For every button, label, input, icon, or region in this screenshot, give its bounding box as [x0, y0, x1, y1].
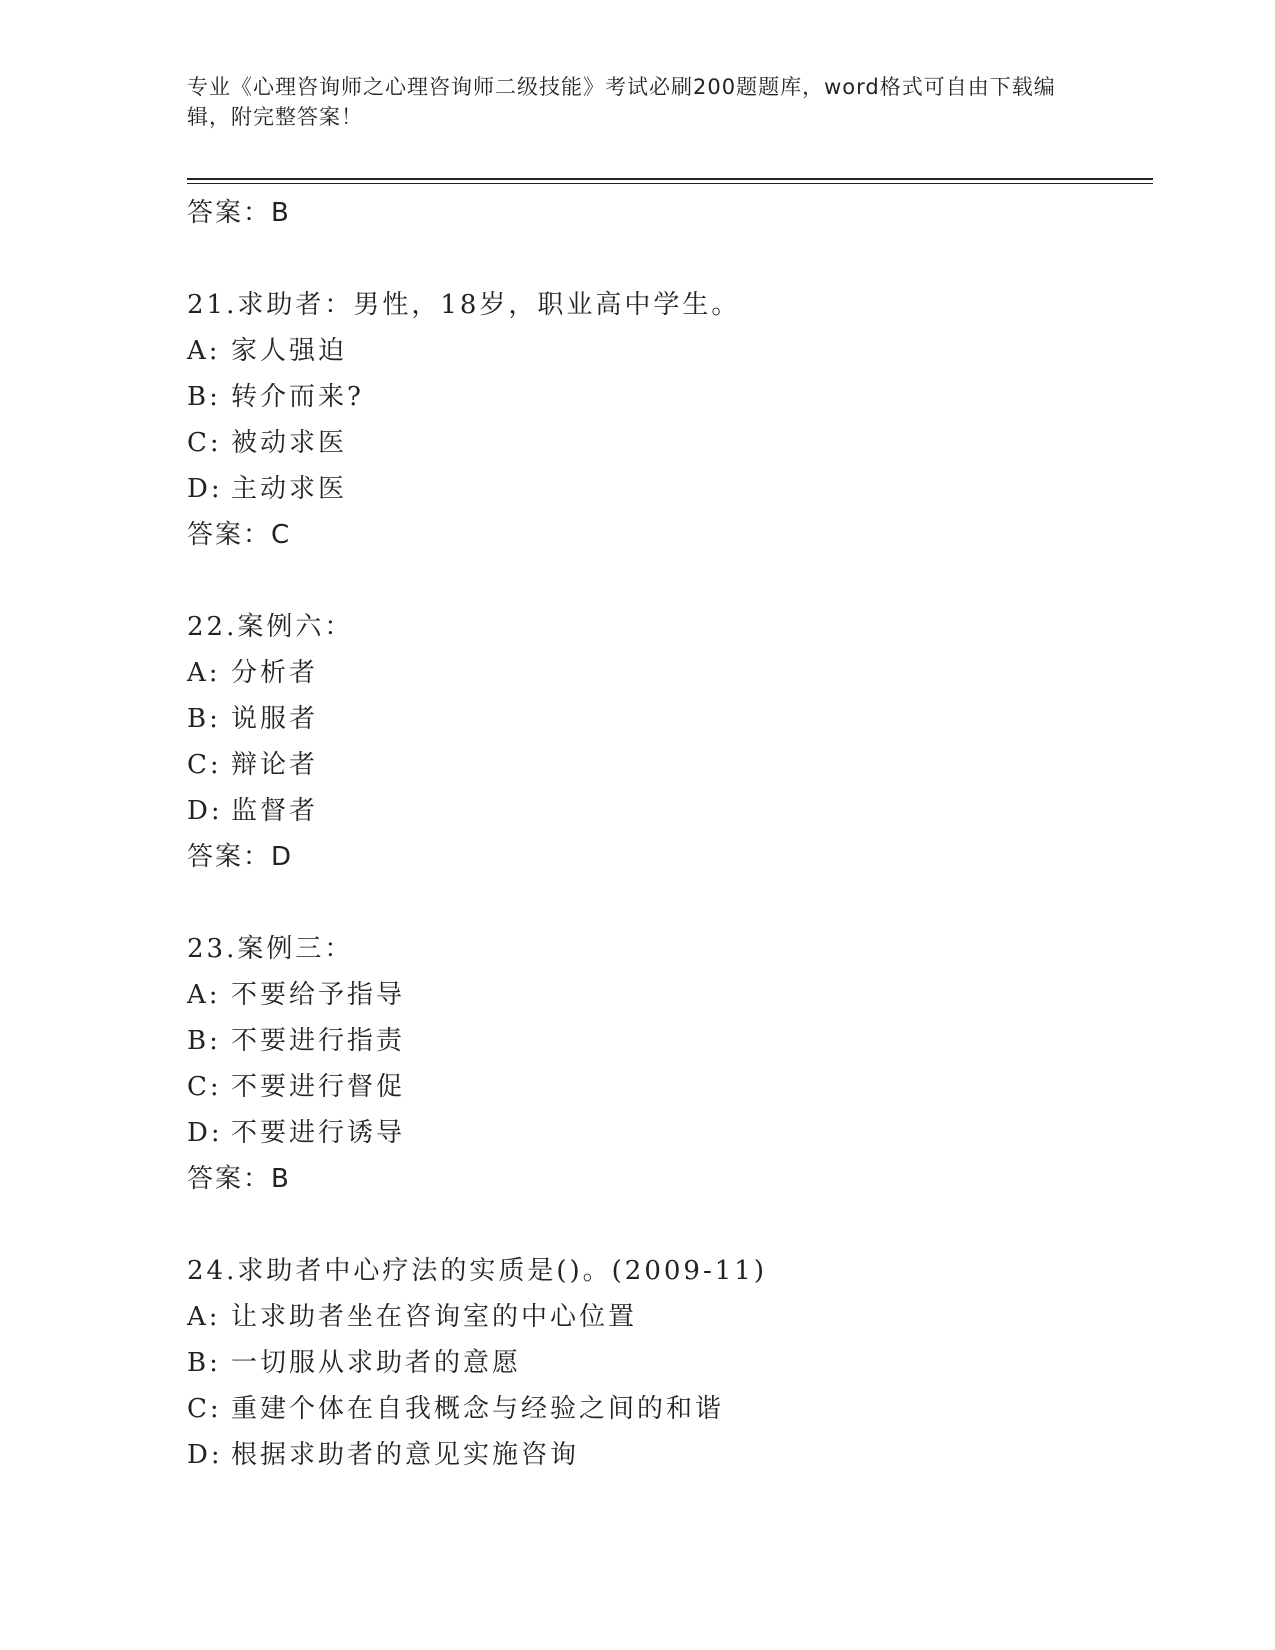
spacer [187, 880, 1153, 926]
question-list [187, 190, 1153, 1478]
option-text: 转介而来? [231, 382, 364, 412]
option-c [187, 742, 1153, 788]
option-letter: B: [187, 704, 221, 734]
option-c [187, 1064, 1153, 1110]
option-text: 辩论者 [231, 750, 319, 780]
option-text: 一切服从求助者的意愿 [231, 1348, 522, 1378]
answer-line: 答案：C [187, 520, 292, 550]
option-text: 分析者 [231, 658, 319, 688]
option-letter: A: [187, 980, 221, 1010]
answer-line: 答案：B [187, 1164, 291, 1194]
option-a [187, 972, 1153, 1018]
option-d [187, 1432, 1153, 1478]
option-text: 监督者 [231, 796, 319, 826]
option-text: 不要给予指导 [231, 980, 406, 1010]
option-text: 不要进行督促 [231, 1072, 406, 1102]
question-text: 24.求助者中心疗法的实质是()。(2009-11) [187, 1256, 767, 1286]
option-letter: D: [187, 1440, 223, 1470]
option-d [187, 788, 1153, 834]
option-letter: B: [187, 382, 221, 412]
option-letter: D: [187, 796, 223, 826]
document-header: 专业《心理咨询师之心理咨询师二级技能》考试必刷200题题库，word格式可自由下载编辑，附完整答案！ [187, 75, 1056, 129]
question-text: 21.求助者：男性，18岁，职业高中学生。 [187, 290, 741, 320]
option-text: 被动求医 [231, 428, 348, 458]
option-letter: D: [187, 474, 223, 504]
option-letter: B: [187, 1026, 221, 1056]
option-letter: A: [187, 658, 221, 688]
option-text: 不要进行指责 [231, 1026, 406, 1056]
option-letter: C: [187, 750, 222, 780]
option-text: 不要进行诱导 [231, 1118, 406, 1148]
option-text: 根据求助者的意见实施咨询 [231, 1440, 580, 1470]
option-letter: A: [187, 1302, 221, 1332]
option-d [187, 1110, 1153, 1156]
header-rule-thick [187, 178, 1153, 180]
option-text: 让求助者坐在咨询室的中心位置 [231, 1302, 638, 1332]
option-letter: D: [187, 1118, 223, 1148]
option-letter: C: [187, 428, 222, 458]
question-text: 22.案例六： [187, 612, 354, 642]
option-a [187, 650, 1153, 696]
option-text: 重建个体在自我概念与经验之间的和谐 [231, 1394, 725, 1424]
option-b [187, 374, 1153, 420]
option-c [187, 1386, 1153, 1432]
spacer [187, 236, 1153, 282]
question-block [187, 926, 1153, 1202]
option-a [187, 1294, 1153, 1340]
option-letter: A: [187, 336, 221, 366]
option-b [187, 696, 1153, 742]
option-b [187, 1018, 1153, 1064]
option-text: 说服者 [231, 704, 319, 734]
spacer [187, 1202, 1153, 1248]
option-text: 主动求医 [231, 474, 348, 504]
answer-line: 答案：D [187, 842, 294, 872]
question-block [187, 604, 1153, 880]
option-text: 家人强迫 [231, 336, 348, 366]
option-c [187, 420, 1153, 466]
option-letter: C: [187, 1394, 222, 1424]
spacer [187, 558, 1153, 604]
question-block [187, 282, 1153, 558]
question-block [187, 1248, 1153, 1478]
answer-line: 答案：B [187, 198, 291, 228]
option-d [187, 466, 1153, 512]
header-rule-thin [187, 183, 1153, 184]
question-text: 23.案例三： [187, 934, 354, 964]
option-letter: B: [187, 1348, 221, 1378]
option-letter: C: [187, 1072, 222, 1102]
option-a [187, 328, 1153, 374]
option-b [187, 1340, 1153, 1386]
